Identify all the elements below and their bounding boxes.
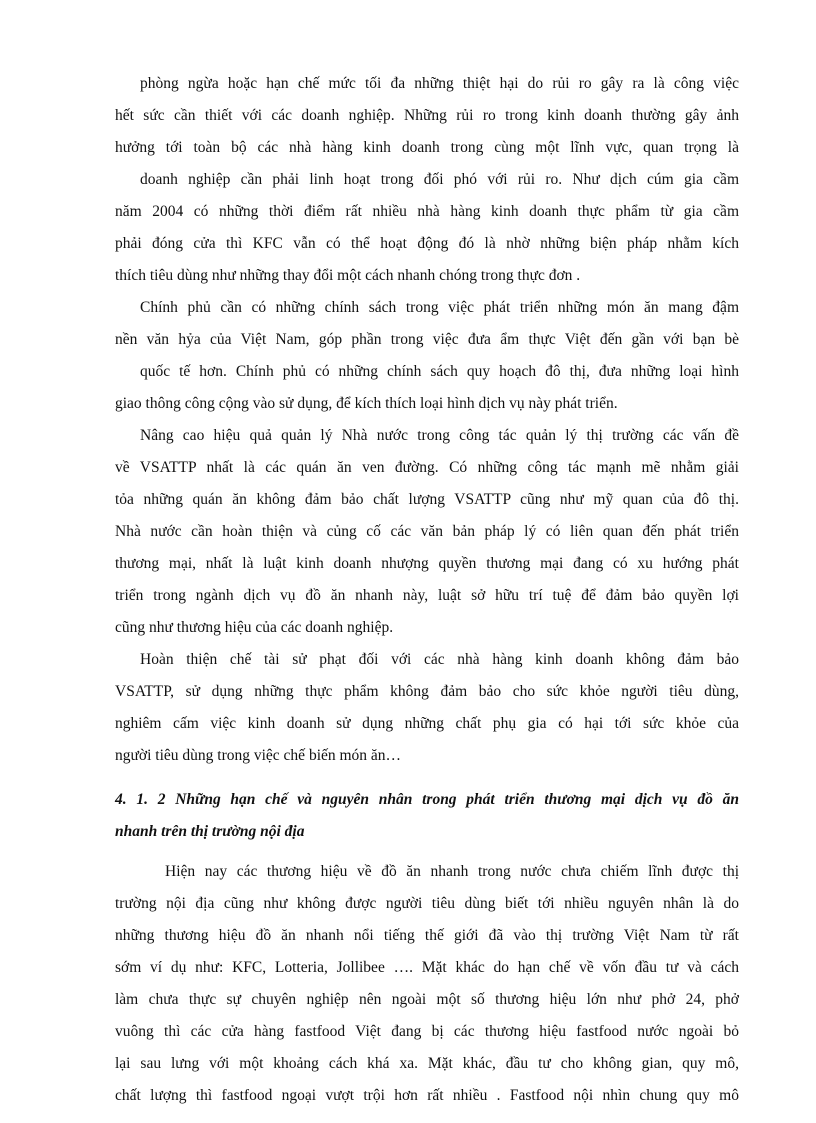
para4-line4: người tiêu dùng trong việc chế biến món ăn… [115,747,402,764]
para1-line4: doanh nghiệp cần phải linh hoạt trong đối phó với rủi ro. Như dịch cúm gia cầm [140,171,739,188]
para1-line5: năm 2004 có những thời điểm rất nhiều nhà hàng kinh doanh thực phẩm từ gia cầm [115,203,739,220]
para3-line5: thương mại, nhất là luật kinh doanh nhượng quyền thương mại đang có xu hướng phát [115,555,739,572]
para3-line3: tỏa những quán ăn không đảm bảo chất lượng VSATTP cũng như mỹ quan của đô thị. [115,491,739,508]
para1-line6: phải đóng cửa thì KFC vẫn có thể hoạt động đó là nhờ những biện pháp nhằm kích [115,235,739,252]
para5-line2: trường nội địa cũng như không được người tiêu dùng biết tới nhiều nguyên nhân là do [115,895,739,912]
para5-line1: Hiện nay các thương hiệu về đồ ăn nhanh trong nước chưa chiếm lĩnh được thị [165,863,739,880]
para2-line2: nền văn hỷa của Việt Nam, góp phần trong việc đưa ẩm thực Việt đến gần với bạn bè [115,331,739,348]
para4-line2: VSATTP, sử dụng những thực phẩm không đảm bảo cho sức khỏe người tiêu dùng, [115,683,739,700]
para4-line3: nghiêm cấm việc kinh doanh sử dụng những chất phụ gia có hại tới sức khỏe của [115,715,739,732]
para5-line8: chất lượng thì fastfood ngoại vượt trội hơn rất nhiều . Fastfood nội nhìn chung quy mô [115,1087,739,1104]
para2-line4: giao thông công cộng vào sử dụng, để kích thích loại hình dịch vụ này phát triển. [115,395,618,412]
para1-line7: thích tiêu dùng như những thay đổi một cách nhanh chóng trong thực đơn . [115,267,581,284]
para2-line3: quốc tế hơn. Chính phủ có những chính sách quy hoạch đô thị, đưa những loại hình [140,363,739,380]
para4-line1: Hoàn thiện chế tài sử phạt đối với các nhà hàng kinh doanh không đảm bảo [140,651,739,668]
para3-line7: cũng như thương hiệu của các doanh nghiệp. [115,619,394,636]
para3-line2: về VSATTP nhất là các quán ăn ven đường. Có những công tác mạnh mẽ nhằm giải [115,459,739,476]
para3-line1: Nâng cao hiệu quả quản lý Nhà nước trong công tác quản lý thị trường các vấn đề [140,427,739,444]
para1-line1: phòng ngừa hoặc hạn chế mức tối đa những thiệt hại do rủi ro gây ra là công việc [140,75,739,92]
para5-line6: vuông thì các cửa hàng fastfood Việt đang bị các thương hiệu fastfood nước ngoài bỏ [115,1023,739,1040]
para3-line6: triển trong ngành dịch vụ đồ ăn nhanh này, luật sở hữu trí tuệ để đảm bảo quyền lợi [115,587,739,604]
para2-line1: Chính phủ cần có những chính sách trong việc phát triển những món ăn mang đậm [140,299,739,316]
para3-line4: Nhà nước cần hoàn thiện và củng cố các văn bản pháp lý có liên quan đến phát triển [115,523,739,540]
section-heading-line1: 4. 1. 2 Những hạn chế và nguyên nhân trong phát triển thương mại dịch vụ đồ ăn [115,791,739,808]
section-heading-line2: nhanh trên thị trường nội địa [115,823,305,840]
para5-line5: làm chưa thực sự chuyên nghiệp nên ngoài một số thương hiệu lớn như phở 24, phở [115,991,739,1008]
para5-line4: sớm ví dụ như: KFC, Lotteria, Jollibee …. Mặt khác do hạn chế về vốn đầu tư và cách [115,959,739,976]
para5-line7: lại sau lưng với một khoảng cách khá xa. Mặt khác, đầu tư cho không gian, quy mô, [115,1055,739,1072]
para5-line3: những thương hiệu đồ ăn nhanh nổi tiếng thế giới đã vào thị trường Việt Nam từ rất [115,927,739,944]
para1-line2: hết sức cần thiết với các doanh nghiệp. Những rủi ro trong kinh doanh thường gây ảnh [115,107,739,124]
para1-line3: hưởng tới toàn bộ các nhà hàng kinh doanh trong cùng một lĩnh vực, quan trọng là [115,139,739,156]
